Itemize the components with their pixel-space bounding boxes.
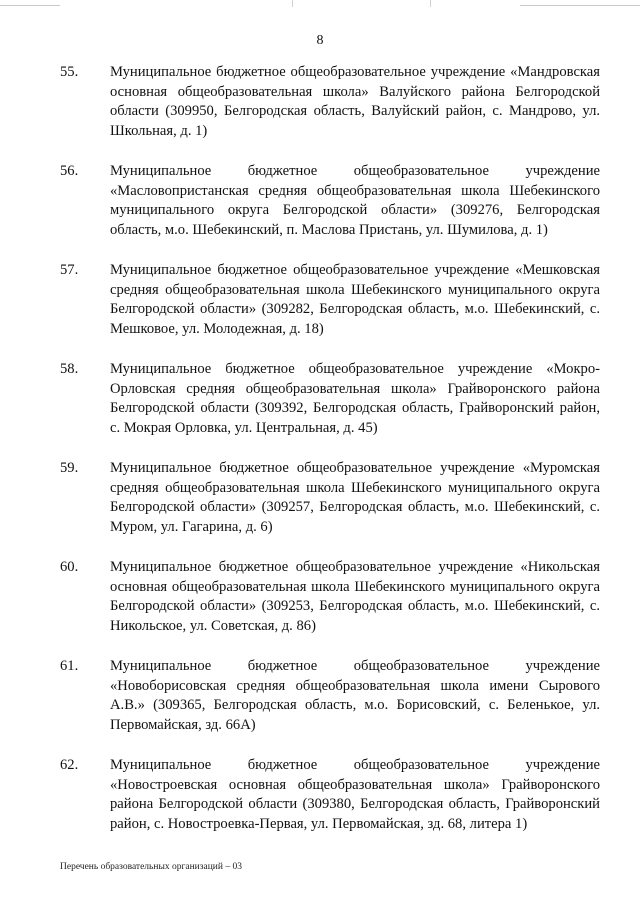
scan-edge-mark [430, 0, 431, 7]
scan-edge-line-right [520, 5, 640, 6]
list-item [60, 63, 600, 162]
list-item [60, 162, 600, 261]
item-number: 55. [60, 64, 79, 80]
item-number: 58. [60, 361, 79, 377]
item-number: 56. [60, 163, 79, 179]
item-text: Муниципальное бюджетное общеобразовательное учреждение «Никольская основная общеобразовательная школа Шебекинского муниципального округа Белгородской области» (309253, Белгородская область, м.о. Шебекинский, с. Никольское, ул. Советская, д. 86) [110, 559, 600, 634]
list-item [60, 261, 600, 360]
list-item [60, 360, 600, 459]
item-number: 61. [60, 658, 79, 674]
item-text: Муниципальное бюджетное общеобразовательное учреждение «Мешковская средняя общеобразовательная школа Шебекинского муниципального округа Белгородской области» (309282, Белгородская область, м.о. Шебекинский, с. Мешковое, ул. Молодежная, д. 18) [110, 262, 600, 337]
item-text: Муниципальное бюджетное общеобразовательное учреждение «Муромская средняя общеобразовательная школа Шебекинского муниципального округа Белгородской области» (309257, Белгородская область, м.о. Шебекинский, с. Муром, ул. Гагарина, д. 6) [110, 460, 600, 535]
document-footer: Перечень образовательных организаций – 03 [60, 862, 242, 872]
item-number: 59. [60, 460, 79, 476]
list-item [60, 459, 600, 558]
organization-list [60, 63, 600, 855]
list-item [60, 657, 600, 756]
scan-edge-line-left [0, 5, 60, 6]
page-number: 8 [316, 33, 324, 48]
item-text: Муниципальное бюджетное общеобразовательное учреждение «Новостроевская основная общеобразовательная школа» Грайворонского района Белгородской области (309380, Белгородская область, Грайворонский район, с. Новостроевка-Первая, ул. Первомайская, зд. 68, литера 1) [110, 757, 600, 832]
item-text: Муниципальное бюджетное общеобразовательное учреждение «Масловопристанская средняя общеобразовательная школа Шебекинского муниципального округа Белгородской области» (309276, Белгородская область, м.о. Шебекинский, п. Маслова Пристань, ул. Шумилова, д. 1) [110, 163, 600, 238]
list-item [60, 756, 600, 855]
item-number: 62. [60, 757, 79, 773]
item-text: Муниципальное бюджетное общеобразовательное учреждение «Мокро-Орловская средняя общеобразовательная школа» Грайворонского района Белгородской области (309392, Белгородская область, Грайворонский район, с. Мокрая Орловка, ул. Центральная, д. 45) [110, 361, 600, 436]
item-number: 60. [60, 559, 79, 575]
item-text: Муниципальное бюджетное общеобразовательное учреждение «Новоборисовская средняя общеобразовательная школа имени Сырового А.В.» (309365, Белгородская область, м.о. Борисовский, с. Беленькое, ул. Первомайская, зд. 66А) [110, 658, 600, 733]
list-item [60, 558, 600, 657]
item-text: Муниципальное бюджетное общеобразовательное учреждение «Мандровская основная общеобразовательная школа» Валуйского района Белгородской области (309950, Белгородская область, Валуйский район, с. Мандрово, ул. Школьная, д. 1) [110, 64, 600, 139]
scan-edge-mark [292, 0, 293, 7]
item-number: 57. [60, 262, 79, 278]
